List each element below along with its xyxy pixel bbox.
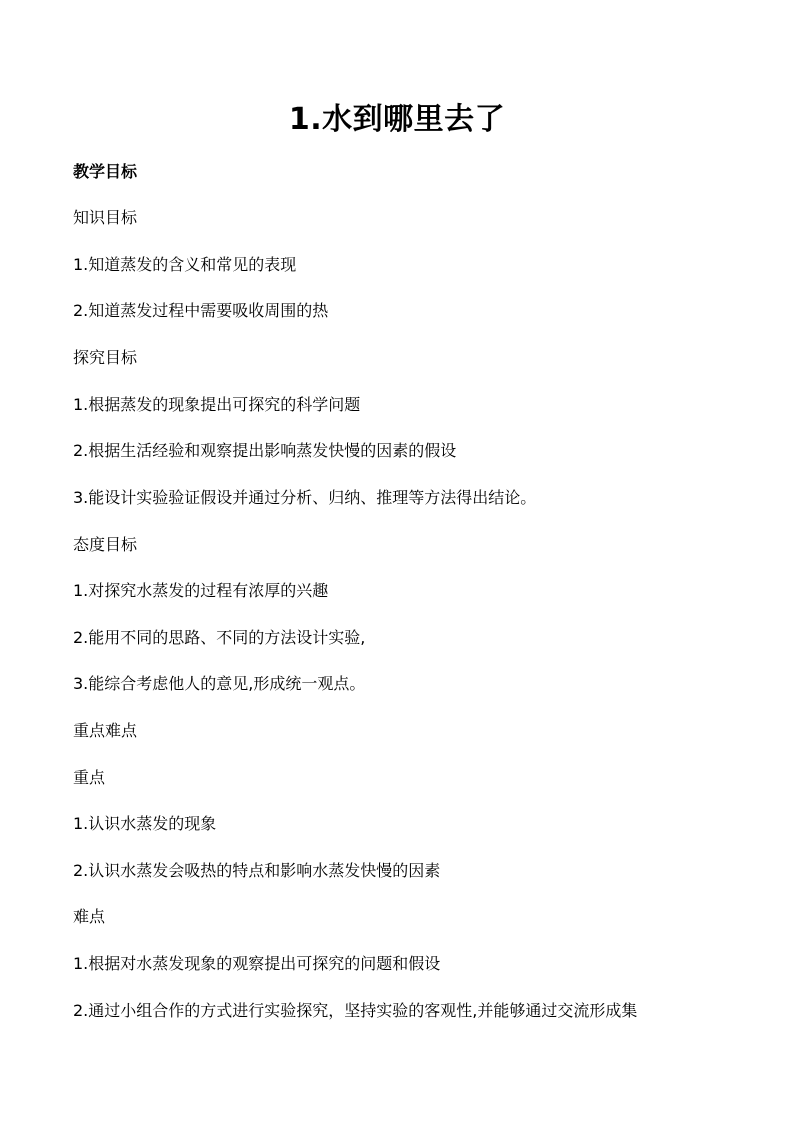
inquiry-goal-2: 2.根据生活经验和观察提出影响蒸发快慢的因素的假设 [73,441,457,460]
difficult-point-1: 1.根据对水蒸发现象的观察提出可探究的问题和假设 [73,954,441,973]
subheading-knowledge-goals: 知识目标 [73,208,138,227]
subheading-key-points: 重点 [73,768,106,787]
attitude-goal-2: 2.能用不同的思路、不同的方法设计实验, [73,628,366,647]
document-title: 1.水到哪里去了 [288,102,506,137]
attitude-goal-3: 3.能综合考虑他人的意见,形成统一观点。 [73,674,366,693]
knowledge-goal-1: 1.知道蒸发的含义和常见的表现 [73,255,297,274]
subheading-difficult-points: 难点 [73,907,106,926]
key-point-2: 2.认识水蒸发会吸热的特点和影响水蒸发快慢的因素 [73,861,441,880]
section-heading-key-difficult-points: 重点难点 [73,721,138,740]
inquiry-goal-1: 1.根据蒸发的现象提出可探究的科学问题 [73,395,361,414]
difficult-point-2: 2.通过小组合作的方式进行实验探究，坚持实验的客观性,并能够通过交流形成集 [73,1001,638,1020]
key-point-1: 1.认识水蒸发的现象 [73,814,217,833]
subheading-attitude-goals: 态度目标 [73,535,138,554]
knowledge-goal-2: 2.知道蒸发过程中需要吸收周围的热 [73,301,329,320]
subheading-inquiry-goals: 探究目标 [73,348,138,367]
inquiry-goal-3: 3.能设计实验验证假设并通过分析、归纳、推理等方法得出结论。 [73,488,537,507]
section-heading-teaching-goals: 教学目标 [73,162,138,181]
attitude-goal-1: 1.对探究水蒸发的过程有浓厚的兴趣 [73,581,329,600]
